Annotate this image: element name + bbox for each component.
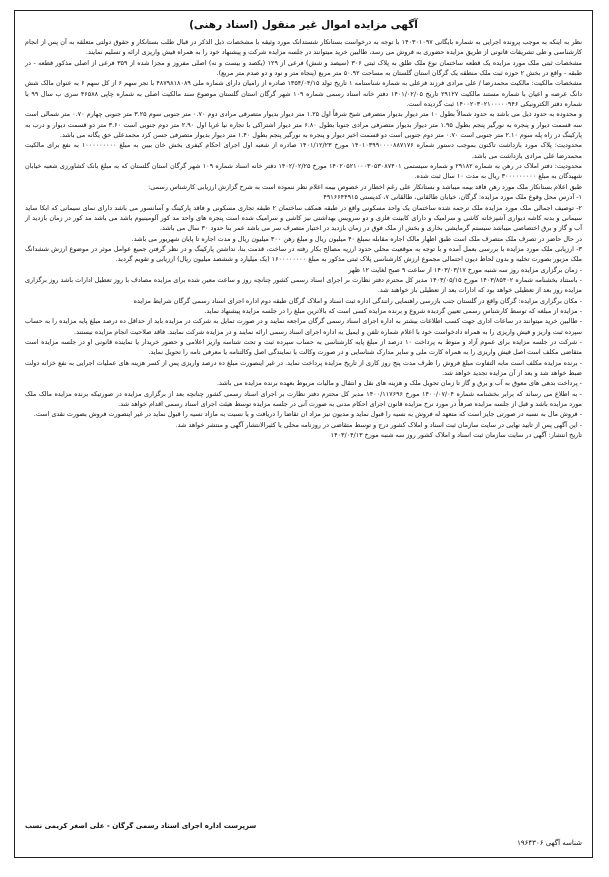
notice-paragraph: نظر به اینکه به موجب پرونده اجرایی به شماره بایگانی ۱۴۰۳۰۱۰۹۷ با توجه به درخواست بستانکار شستدانک مورد وثیقه با مشخصات ذیل الذکر در قبال طلب بستانکار و حقوق دولتی متعلقه به آن پس از انجام کارشناسی و طی تشریفات قانونی از طریق مزایده حضوری به فروش می رسد، طالبین خرید میتوانند در جلسه مزایده شرکت و پیشنهاد خود را به همراه فیش واریزی ارائه و تسلیم نمایند. — [25, 38, 583, 57]
notice-paragraph: محدودیت: دفتر املاک در رهن به شماره ۲۹۱۸۲ و شماره سیستمی ۱۴۰۲۰۵۲۱۰۰۰۳۰۵۳۰۸۷۴۰۱ مورخ ۱۴۰۲/۰۲/۲۵ دفتر خانه اسناد شماره ۱۰۹ شهر گرگان استان گلستان که به مبلغ بانک کشاورزی شعبه خیابان شهیدگان به مبلغ ۳۰۰۰۰۰۰۰۰۰ ریال به مدت ۱۰ سال ثبت شده. — [25, 162, 582, 181]
notice-paragraph: - به اطلاع می رساند که برابر بخشنامه شماره ۱۴۰۰/۰۷/۰۴ مورخ ۱۴۰۰/۱۱۷۶۹۶ مدیر کل محترم دفتر نظارت بر اجرای اسناد رسمی کشور چنانچه بعد از برگزاری مزایده در صورتیکه برنده مزایده مالک ملک مورد مزایده باشد و قبل از جلسه مزایده صرفاً در مورد نرخ مزایده قانون اجرای احکام مدنی به صورت آنی در جلسه مزایده توسط هیئت اجرای اسناد رسمی اقدام خواهد شد. — [25, 389, 582, 409]
signature-line: سرپرست اداره اجرای اسناد رسمی گرگان - علی اصغر کریمی نسب — [25, 822, 257, 830]
notice-paragraph: - طالبین خرید میتوانند در ساعات اداری جهت کسب اطلاعات بیشتر به اداره اجرای اسناد رسمی گرگان مراجعه نمایند و در صورت تمایل به شرکت در مزایده باید از حداقل ده درصد مبلغ پایه مزایده را به حساب سپرده ثبت واریز و فیش واریزی را به همراه دادخواست خود با اعلام شماره تلفن و ایمیل به اداره اجرای اسناد رسمی ارائه نمایند و در مزایده شرکت نمایند. فاقد صلاحیت انجام مزایده نیستند. — [25, 317, 582, 336]
notice-paragraph: ۳- ارزیابی ملک مورد مزایده با بررسی بعمل آمده و با توجه به موقعیت محلی حدود ارزیه مصالح بکار رفته در ساخت، قدمت بنا، نداشتن پارکینگ و در نظر گرفتن جمیع عوامل موثر در موضوع ارزش ششدانگ ملک مزبور بصورت تخلیه و بدون لحاظ دیون احتمالی مجموع ارزش کارشناسی پلاک ثبتی مذکور به مبلغ ۱۶۰۰۰۰۰۰۰۰ (یک میلیارد و ششصد میلیون ریال) ارزیابی و تقویم گردید. — [25, 244, 582, 264]
notice-paragraph: مشخصات ثبتی ملک مورد مزایده یک قطعه ساختمان نوع ملک طلق به پلاک ثبتی ۳۰۶ (سیصد و شش) فرعی از ۱۲۹ (یکصد و بیست و نه) اصلی مفروز و مجزا شده از ۳۵۹ فرعی از اصلی مذکور قطعه - در طبقه - واقع در بخش ۲ حوزه ثبت ملک منطقه یک گرگان استان گلستان به مساحت ۵۰.۹۲ متر مربع (پنجاه متر و نود و دو صدم متر مربع). — [25, 58, 583, 78]
notice-paragraph: ۱- آدرس محل وقوع ملک مورد مزایده: گرگان، خیابان طالقانی، طالقانی ۷، کدپستی ۴۹۱۶۶۴۴۹۱۵ — [323, 193, 582, 202]
notice-paragraph: - برنده مزایده مکلف است مابه التفاوت مبلغ فروش را ظرف مدت پنج روز کاری از تاریخ مزایده پرداخت نماید. در غیر اینصورت مبلغ ده درصد واریزی پس از کسر هزینه های عملیات اجرایی به نفع خزانه دولت ضبط خواهد شد و بعد از آن مزایده تجدید خواهد شد. — [25, 358, 582, 377]
notice-paragraph: - این آگهی پس از تایید نهایی در سایت سازمان ثبت اسناد و املاک کشور درج و توسط متقاضی در روزنامه محلی یا کثیرالانتشار آگهی و منتشر خواهد شد. — [175, 420, 582, 429]
notice-frame — [14, 10, 593, 858]
notice-body — [25, 37, 582, 440]
notice-title: آگهی مزایده اموال غیر منقول (اسناد رهنی) — [189, 19, 418, 31]
notice-paragraph: محدودیت: پلاک مورد بازداشت تاکنون بموجب دستور شماره ۱۴۰۱۰۳۹۹۰۰۰۰۸۸۷۱۷۶ مورخ ۱۴۰۱/۱۲/۲۳ صادره از شعبه اول اجرای احکام کیفری بخش خان بیبن به مبلغ ۱۰۰۰۰۰۰۰۰۰ به نفع برای مالکیت محمدرضا علی مرادی بازداشت می باشد. — [25, 141, 583, 160]
notice-paragraph: و محدوده به حدود ذیل می باشد به حدود شمالاً بطول ۱۰ متر دیوار بدیوار متصرفی شیخ شرقاً اول ۱.۲۵ متر دیوار بدیوار متصرفی مرادی دوم ۰.۷۰ متر جنوبی سوم ۳.۲۵ متر جنوبی چهارم ۰.۷۰ متر شمالی است سه قسمت دیوار و پنجره به نورگیر پنجم بطول ۱.۹۵ متر دیوار بدیوار متصرفی مرادی جنوبا بطول ۶.۸۰ متر دیوار اشتراکی با تجاره نیا غربا اول ۲.۹۰ متر دوم جنوبی است ۳.۶۰ متر دو قسمت دیوار و درب به پارکینگ در راه پله سوم ۲.۱۰ متر جنوبی است ۰.۷۰ متر دوم جنوبی است دو قسمت اخیر دیوار و پنجره به نورگیر پنجم بطول ۱.۴۰ متر دیوار بدیوار متصرفی حسن کرد محمدعلی حق یگانه می باشد. — [25, 110, 582, 140]
notice-paragraph: - فروش مال به نسبه در صورتی جایز است که متعهد له فروش به نسیه را قبول نماید و مدیون نیز مزاد ان تقاضا را دریافت و یا نسبت به مازاد نسیه را قبول نماید در غیر اینصورت فروش بصورت نقدی است. — [33, 410, 582, 419]
notice-paragraph: - باستناد بخشنامه شماره ۱۴۰۳/۸۵۴۰۲ مورخ ۱۴۰۳/۰۵/۱۵ مدیر کل محترم دفتر نظارت بر اجرای اسناد رسمی کشور چنانچه روز و ساعت معین شده برای مزایده مصادف با روز تعطیل ادارات باشد روز برگزاری مزایده روز بعد از تعطیلی خواهد بود که ادارات بعد از تعطیلی باز خواهند شد. — [25, 275, 583, 295]
notice-paragraph: تاریخ انتشار: آگهی در سایت سازمان ثبت اسناد و املاک کشور روز سه شنبه مورخ ۱۴۰۳/۰۴/۱۳ — [330, 431, 582, 440]
notice-paragraph: - پرداخت بدهی های معوق به آب و برق و گاز تا زمان تحویل ملک و هزینه های نقل و انتقال و مالیات مربوط بعهده برنده مزایده می باشد. — [216, 379, 582, 388]
notice-id: شناسه آگهی ۱۹۶۴۳۰۶ — [517, 839, 582, 847]
notice-paragraph: - مزایده از مبلغه که توسط کارشناس رسمی تعیین گردیده شروع و برنده مزایده کسی است که بالاترین مبلغ را در جلسه مزایده پیشنهاد نماید. — [204, 306, 582, 315]
notice-paragraph: طبق اعلام بستانکار ملک مورد رهن فاقد بیمه میباشد و بستانکار علی رغم اخطار در خصوص بیمه اعلام نظر ننموده است به شرح گزارش ارزیابی کارشناس رسمی: — [148, 182, 582, 191]
notice-paragraph: در حال حاضر در تصرف ملک متصرف ملک است طبق اظهار مالک اجاره مقابله بمبلغ ۴۰ میلیون ریال و مبلغ رهن ۳۰۰ میلیون ریال و مدت اجاره تا پایان شهریور می باشد. — [131, 234, 582, 243]
notice-paragraph: - شرکت در جلسه مزایده برای عموم آزاد و منوط به پرداخت ۱۰ درصد از مبلغ پایه کارشناسی به حساب سپرده ثبت و تحت شناسه واریز اعلامی و حضور خریدار یا نماینده قانونی او در جلسه مزایده است متقاضی مکلف است اصل فیش واریزی را به همراه کارت ملی و سایر مدارک شناسایی و در صورت وکالت یا نمایندگی اصل وکالتنامه یا معرفی نامه را تحویل نماید. — [25, 337, 582, 357]
notice-paragraph: - زمان برگزاری مزایده روز سه شنبه مورخ ۱۴۰۳/۰۳/۱۷ از ساعت ۹ صبح لغایت ۱۲ ظهر — [348, 265, 582, 274]
notice-paragraph: - مکان برگزاری مزایده: گرگان واقع در گلستان جنب بازرسی راهنمایی رانندگی اداره ثبت اسناد و املاک گرگان طبقه دوم اداره اجرای اسناد رسمی گرگان شرایط مزایده — [133, 296, 582, 305]
notice-paragraph: ۲- توصیف اجمالی ملک مورد مزایده ملک ترجمه شده ساختمان یک واحد مسکونی واقع در طبقه همکف ساختمان ۲ طبقه تجاری مسکونی و فاقد پارکینگ و آسانسور می باشد دارای نمای سیمانی که ابکا ساید سیمانی و بدنه کاشه دیواری آشپزخانه کاشی و سرامیک و دارای کابینت فلزی و دو سرویس بهداشتی نیز کاشی و سرامیک شده است پنجره های واحد مد کور آلومینیوم باشد می باشد مد کور در زمان بازدید از آب و گاز و برق اختصاصی میباشد سیستم گرمایشی بخاری و بخش از ملک فوق در زمان بازدید در اختیار متصرف سر می باشد عمر بنا حدود ۳۰ سال می باشد. — [25, 203, 582, 233]
notice-paragraph: مشخصات مالکیت: مالکیت محمدرضا / علی مرادی فرزند فرعلی به شماره شناسنامه ۱ تاریخ تولد ۱۳۵۴/۰۴/۱۵ صادره از رامیان دارای شماره ملی ۴۸۷۹۸۱۸۰۸۹ با نجر سهم ۶ از کل سهم ۶ به عنوان مالک شش دانگ عرصه و اعیان با شماره مستند مالکیت ۲۹۱۲۷ تاریخ ۱۴۰۱/۰۲/۰۵ دفتر خانه اسناد رسمی شماره ۱۰۹ شهر گرگان استان گلستان موضوع سند مالکیت اصلی به شماره چاپی ۴۶۵۸۸ سری ب سال ۹۹ با شماره دفتر الکترونیکی ۱۴۰۰۲۰۳۰۲۱۰۰۰۰۰۹۴۶ ثبت گردیده است. — [25, 79, 583, 109]
